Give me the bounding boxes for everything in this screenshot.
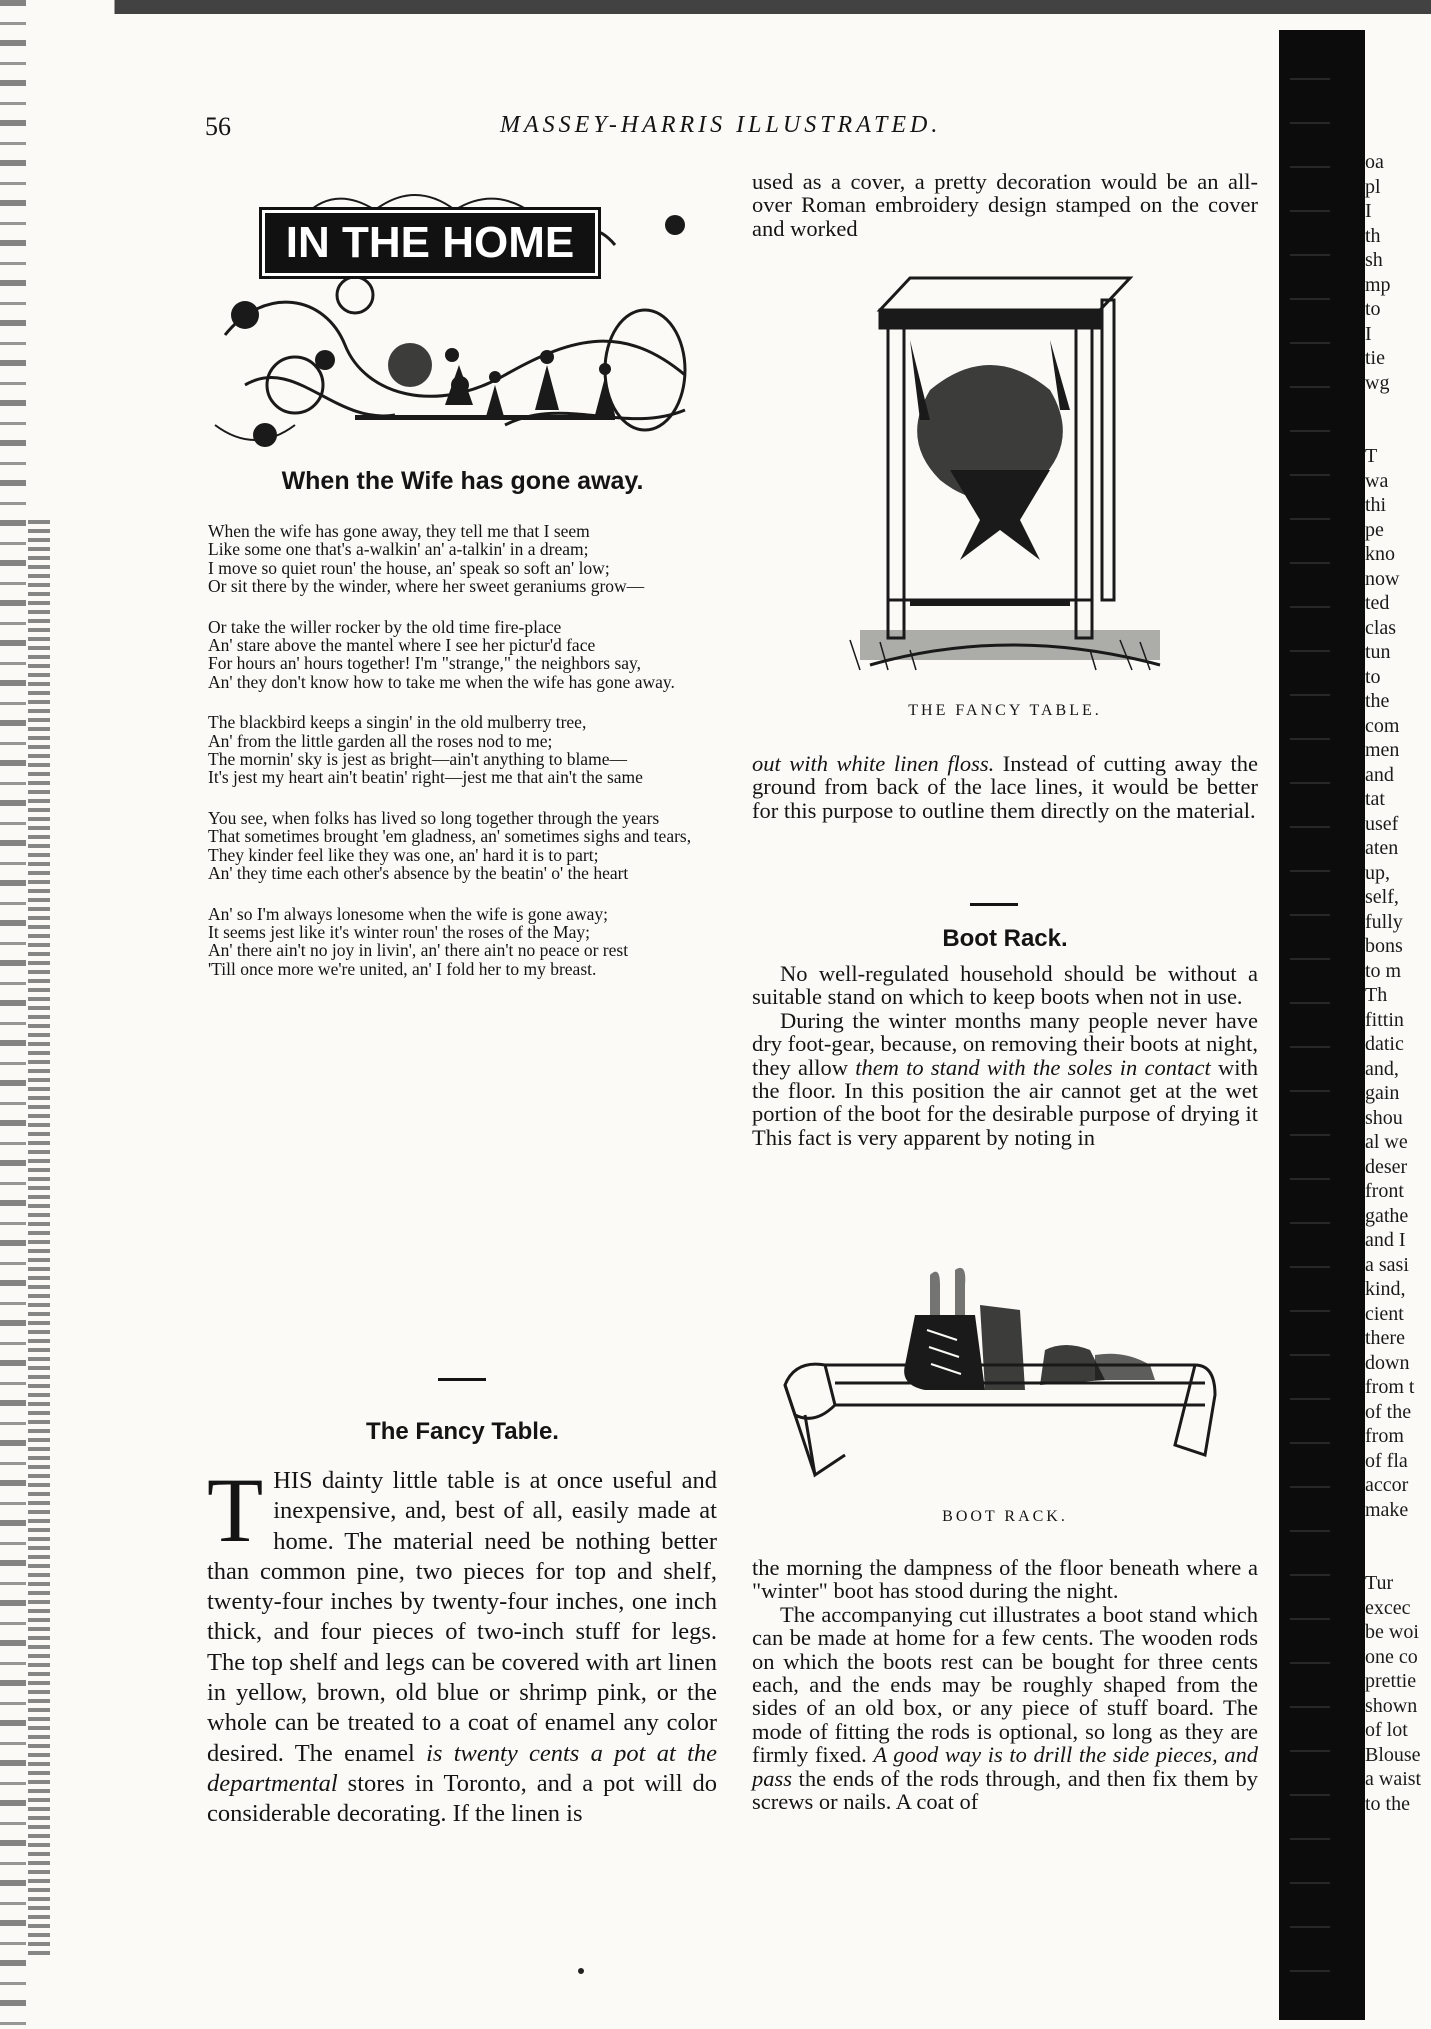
next-page-line: of the [1365, 1400, 1412, 1423]
poem-line: It's jest my heart ain't beatin' right—jest me that ain't the same [208, 767, 643, 788]
next-page-line: com [1365, 714, 1400, 737]
next-page-line: clas [1365, 616, 1397, 639]
next-page-line: thi [1365, 494, 1387, 516]
stray-dot [578, 1968, 584, 1974]
next-page-line: front [1365, 1180, 1404, 1202]
next-page-line: one co [1365, 1645, 1418, 1668]
section-divider [438, 1378, 486, 1381]
next-page-line: a sasi [1365, 1253, 1409, 1276]
next-page-line: T [1365, 445, 1378, 467]
next-page-line: Tur [1365, 1572, 1394, 1594]
next-page-line: shown [1365, 1694, 1418, 1717]
next-page-line: sh [1365, 249, 1383, 271]
next-page-line: be woi [1365, 1621, 1419, 1643]
fancy-table-body [207, 1459, 718, 1830]
boot-rack-p4a: The accompanying cut illustrates a boot stand which can be made at home for a few cents. The wooden rods on which the boots rest can be bought for three cents each, and the ends may be roughly shaped from the sides of an old box, or any piece of stuff board. The mode of fitting the rods is optional, so long as they are firmly fixed. [752, 1601, 1258, 1768]
next-page-line: gathe [1365, 1204, 1409, 1227]
fancy-table-continued-2 [752, 752, 1258, 822]
next-page-line: tun [1365, 641, 1391, 663]
next-page-line: ted [1365, 592, 1390, 614]
next-page-line: prettie [1365, 1670, 1417, 1692]
boot-rack-caption: BOOT RACK. [942, 1508, 1068, 1525]
next-page-line: oa [1365, 151, 1384, 173]
poem-line: It seems jest like it's winter roun' the roses of the May; [208, 921, 590, 942]
next-page-line: kind, [1365, 1278, 1406, 1300]
poem-stanza [208, 905, 720, 979]
fancy-table-title: The Fancy Table. [366, 1418, 559, 1445]
poem-line: An' so I'm always lonesome when the wife is gone away; [208, 903, 608, 924]
poem-line: You see, when folks has lived so long together through the years [208, 807, 660, 828]
continued-rest: Instead of cutting away the ground from back of the lace lines, it would be better for this purpose to outline them directly on the material. [752, 751, 1259, 823]
next-page-line: pe [1365, 518, 1384, 541]
poem-body [208, 522, 720, 1000]
next-page-line: I [1365, 200, 1372, 222]
next-page-line: and [1365, 763, 1394, 786]
poem-line: An' there ain't no joy in livin', an' there ain't no peace or rest [208, 940, 629, 961]
poem-line: Or sit there by the winder, where her sweet geraniums grow— [208, 576, 645, 597]
next-page-line: of lot [1365, 1719, 1408, 1741]
next-page-line: fittin [1365, 1008, 1404, 1031]
poem-line: For hours an' hours together! I'm "strange," the neighbors say, [208, 653, 642, 674]
next-page-line [1365, 420, 1431, 445]
next-page-line [1365, 1522, 1431, 1547]
boot-rack-p1: No well-regulated household should be without a suitable stand on which to keep boots when not in use. [752, 961, 1258, 1010]
poem-line: An' they time each other's absence by the beatin' o' the heart [208, 863, 629, 884]
boot-rack-illustration [765, 1255, 1235, 1485]
boot-rack-p2 [752, 1009, 1258, 1149]
next-page-line: kno [1365, 543, 1395, 565]
boot-rack-p2b: with the floor. In this position the air cannot get at the wet portion of the boot for the desirable purpose of drying it This fact is very apparent by noting in [752, 1054, 1258, 1150]
scan-gutter-streaks [1290, 60, 1330, 2010]
boot-rack-p4-italic: A good way is to drill the side pieces, and pass [752, 1742, 1258, 1791]
boot-rack-p3: the morning the dampness of the floor beneath where a "winter" boot has stood during the night. [752, 1555, 1258, 1604]
next-page-line: up, [1365, 861, 1390, 884]
next-page-line: aten [1365, 837, 1399, 859]
poem-line: I move so quiet roun' the house, an' speak so soft an' low; [208, 557, 610, 578]
next-page-line: to the [1365, 1792, 1410, 1815]
poem-line: When the wife has gone away, they tell me that I seem [208, 521, 590, 541]
section-banner-title: IN THE HOME [262, 210, 598, 276]
next-page-line: shou [1365, 1106, 1403, 1129]
poem-stanza [208, 713, 720, 787]
continued-italic: out with white linen floss. [752, 751, 995, 776]
section-divider-2 [970, 903, 1018, 906]
next-page-line: pl [1365, 175, 1381, 198]
next-page-line: usef [1365, 812, 1399, 835]
journal-title: MASSEY-HARRIS ILLUSTRATED. [500, 112, 942, 138]
next-page-line: fully [1365, 910, 1403, 933]
drop-cap: T [207, 1459, 264, 1561]
next-page-line: to [1365, 665, 1381, 688]
next-page-line: excec [1365, 1596, 1411, 1619]
next-page-line: now [1365, 567, 1400, 590]
boot-rack-p4b: the ends of the rods through, and then fix them by screws or nails. A coat of [752, 1765, 1258, 1815]
boot-rack-body [752, 962, 1258, 1149]
next-page-line: tie [1365, 347, 1385, 369]
next-page-line: tat [1365, 788, 1385, 810]
next-page-line: to m [1365, 959, 1402, 982]
next-page-line: cient [1365, 1302, 1404, 1325]
fancy-table-illustration [840, 270, 1170, 685]
next-page-line: datic [1365, 1033, 1404, 1055]
next-page-line: to [1365, 298, 1381, 320]
poem-stanza [208, 522, 720, 596]
poem-line: An' stare above the mantel where I see her pictur'd face [208, 635, 596, 656]
poem-line: That sometimes brought 'em gladness, an' sometimes sighs and tears, [208, 826, 692, 847]
next-page-line: the [1365, 690, 1390, 712]
next-page-line [1365, 1547, 1431, 1572]
next-page-line: and, [1365, 1057, 1399, 1080]
next-page-line: Blouse [1365, 1743, 1421, 1766]
next-page-line: al we [1365, 1131, 1408, 1153]
next-page-line [1365, 395, 1431, 420]
fancy-table-lead: HIS dainty little table is at once useful and inexpensive, and, best of all, easily made at home. The material need be nothing better than common pine, two pieces for top and shelf, twenty-four inches by twenty-four inches, one inch thick, and four pieces of two-inch stuff for legs. The top shelf and legs can be covered with art linen in yellow, brown, old blue or shrimp pink, or the whole can be treated to a coat of enamel any color desired. The enamel [207, 1467, 717, 1767]
scan-left-edge [0, 0, 26, 2029]
next-page-line: there [1365, 1327, 1405, 1349]
next-page-line: and I [1365, 1229, 1406, 1251]
poem-line: An' from the little garden all the roses nod to me; [208, 730, 553, 751]
next-page-line: from [1365, 1425, 1404, 1447]
next-page-line: make [1365, 1498, 1409, 1521]
next-page-line: deser [1365, 1155, 1408, 1178]
next-page-line: men [1365, 739, 1400, 761]
next-page-line: th [1365, 224, 1381, 247]
next-page-line: a waist [1365, 1768, 1422, 1790]
next-page-line: bons [1365, 935, 1403, 957]
next-page-line: down [1365, 1351, 1410, 1374]
scan-binding-shadow [28, 520, 50, 1960]
next-page-line: from t [1365, 1376, 1415, 1398]
next-page-line: self, [1365, 886, 1399, 908]
poem-stanza [208, 618, 720, 692]
next-page-line: wa [1365, 469, 1389, 492]
boot-rack-body-2 [752, 1556, 1258, 1813]
next-page-fragment [1365, 150, 1431, 2010]
poem-line: Or take the willer rocker by the old time fire-place [208, 616, 562, 637]
page-number: 56 [205, 112, 231, 141]
fancy-table-continued: used as a cover, a pretty decoration would be an all-over Roman embroidery design stamped on the cover and worked [752, 169, 1258, 241]
next-page-line: gain [1365, 1082, 1400, 1104]
poem-line: An' they don't know how to take me when the wife has gone away. [208, 671, 675, 692]
poem-line: The blackbird keeps a singin' in the old mulberry tree, [208, 712, 587, 733]
boot-rack-p2-italic: them to stand with the soles in contact [855, 1054, 1211, 1080]
poem-line: 'Till once more we're united, an' I fold her to my breast. [208, 958, 597, 979]
next-page-line: I [1365, 322, 1372, 345]
fancy-table-italic: is twenty cents a pot at the departmental [207, 1739, 718, 1797]
poem-line: They kinder feel like they was one, an' hard it is to part; [208, 844, 599, 865]
next-page-line: Th [1365, 984, 1388, 1006]
boot-rack-p4 [752, 1603, 1258, 1814]
poem-title: When the Wife has gone away. [281, 467, 644, 495]
next-page-line: of fla [1365, 1449, 1408, 1472]
poem-stanza [208, 809, 720, 883]
boot-rack-title: Boot Rack. [942, 925, 1068, 952]
scan-top-edge [0, 0, 1431, 14]
boot-rack-p2a: During the winter months many people never have dry foot-gear, because, on removing their boots at night, they allow [752, 1007, 1258, 1080]
next-page-line: wg [1365, 371, 1390, 394]
fancy-table-tail: stores in Toronto, and a pot will do considerable decorating. If the linen is [207, 1769, 718, 1828]
poem-line: The mornin' sky is jest as bright—ain't anything to blame— [208, 749, 627, 770]
next-page-line: mp [1365, 273, 1391, 296]
next-page-line: accor [1365, 1474, 1409, 1496]
fancy-table-caption: THE FANCY TABLE. [908, 702, 1102, 719]
poem-line: Like some one that's a-walkin' an' a-talkin' in a dream; [208, 539, 589, 560]
